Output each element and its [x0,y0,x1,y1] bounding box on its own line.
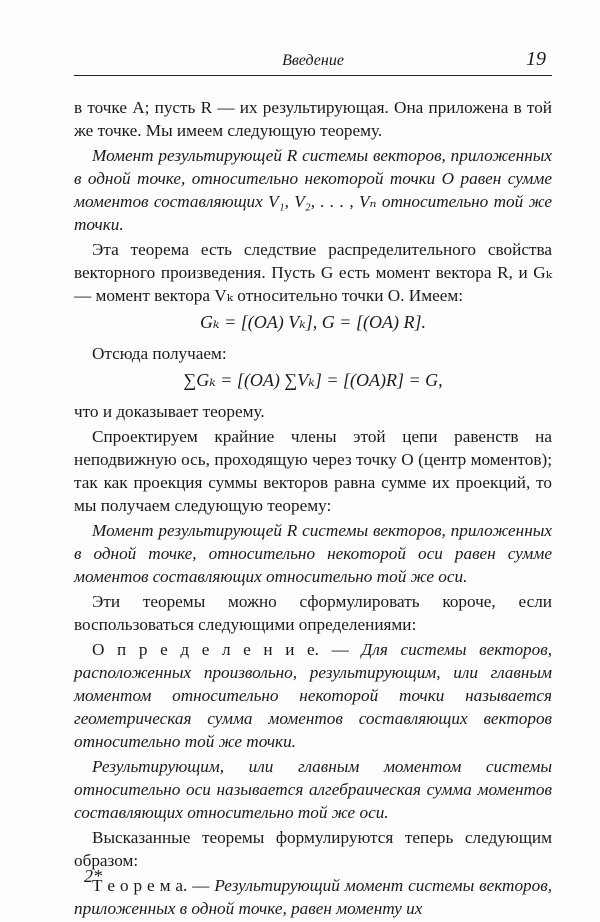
theorem-paragraph: Момент результирующей R системы векторов, приложенных в одной точке, относительно некоторой точки O равен сумме моментов составляющих V₁, V₂, . . . , Vₙ относительно той же точки. [74,146,552,234]
page-header [74,48,552,76]
paragraph: Эта теорема есть следствие распределительного свойства векторного произведения. Пусть G есть момент вектора R, и Gₖ — момент вектора Vₖ относительно точки O. Имеем: [74,240,552,305]
paragraph: Спроектируем крайние члены этой цепи равенств на неподвижную ось, проходящую через точку O (центр моментов); так как проекция суммы векторов равна сумме их проекций, то мы получаем следующую теорему: [74,427,552,515]
formula: ∑Gₖ = [(OA) ∑Vₖ] = [(OA)R] = G, [183,370,443,390]
definition-paragraph: Результирующим, или главным моментом системы относительно оси называется алгебраическая сумма моментов составляющих относительно той же оси. [74,757,552,822]
signature-mark: 2* [84,866,102,886]
page-number: 19 [526,48,546,70]
running-title: Введение [282,52,344,69]
paragraph: в точке A; пусть R — их результирующая. Она приложена в той же точке. Мы имеем следующую теорему. [74,98,552,140]
theorem-paragraph [74,874,552,920]
paragraph: что и доказывает теорему. [74,402,265,421]
formula: Gₖ = [(OA) Vₖ], G = [(OA) R]. [200,312,426,332]
definition-text: Для системы векторов, расположенных произвольно, результирующим, или главным моментом относительно некоторой точки называется геометрическая сумма моментов составляющих векторов относительно той же точки. [74,640,552,751]
paragraph: Отсюда получаем: [92,344,227,363]
paragraph: Эти теоремы можно сформулировать короче, если воспользоваться следующими определениями: [74,592,552,634]
definition-lead: О п р е д е л е н и е. — [92,640,362,659]
theorem-paragraph: Момент результирующей R системы векторов, приложенных в одной точке, относительно некоторой оси равен сумме моментов составляющих относительно той же оси. [74,521,552,586]
header-rule [74,75,552,76]
page-body [74,96,552,922]
paragraph: Высказанные теоремы формулируются теперь следующим образом: [74,828,552,870]
definition-paragraph [74,638,552,753]
theorem-lead: Т е о р е м а. — [92,876,215,895]
theorem-text: Результирующий момент системы векторов, приложенных в одной точке, равен моменту их [74,876,553,918]
